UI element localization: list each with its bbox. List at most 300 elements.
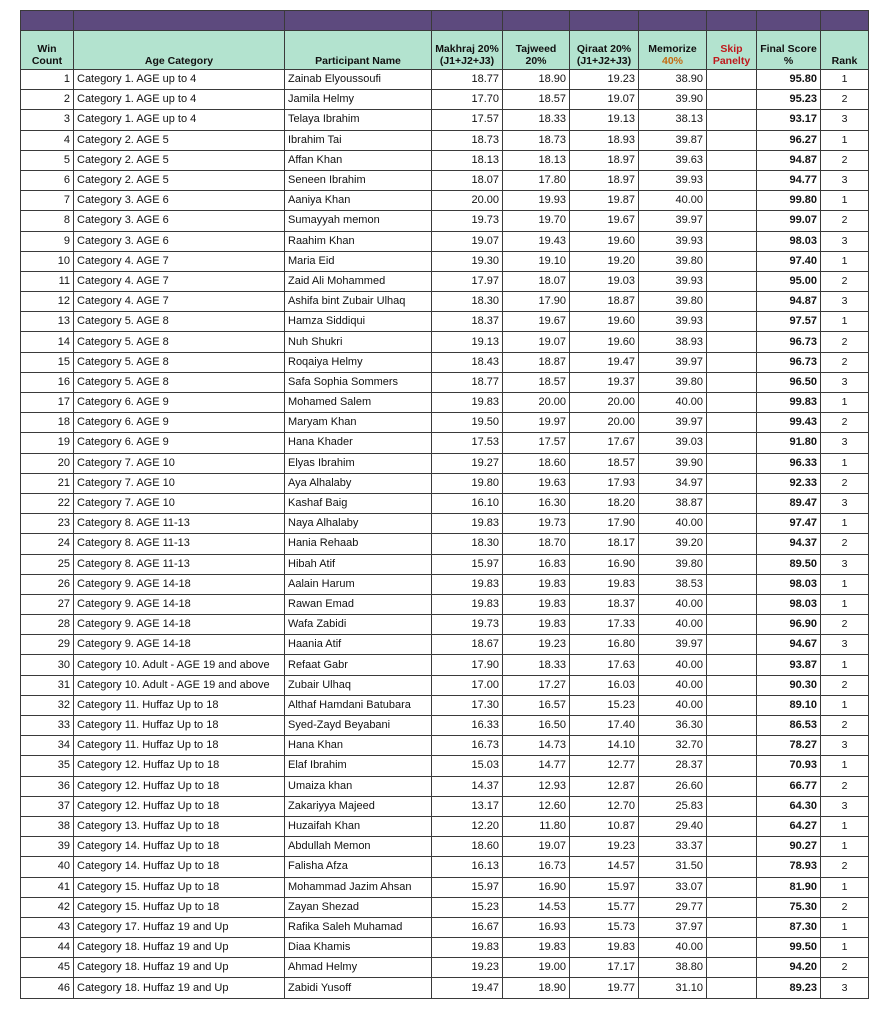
participant-name-cell[interactable]: Aaniya Khan [285,191,432,211]
age-category-cell[interactable]: Category 14. Huffaz Up to 18 [74,857,285,877]
memorize-cell[interactable]: 39.97 [639,635,707,655]
tajweed-cell[interactable]: 19.07 [503,837,570,857]
tajweed-cell[interactable]: 19.83 [503,615,570,635]
final-score-cell[interactable]: 99.80 [757,191,821,211]
tajweed-cell[interactable]: 19.83 [503,938,570,958]
skip-penalty-cell[interactable] [707,393,757,413]
final-score-cell[interactable]: 93.17 [757,110,821,130]
qiraat-cell[interactable]: 18.57 [570,453,639,473]
tajweed-cell[interactable]: 19.23 [503,635,570,655]
tajweed-cell[interactable]: 19.43 [503,231,570,251]
final-score-cell[interactable]: 78.93 [757,857,821,877]
memorize-cell[interactable]: 26.60 [639,776,707,796]
age-category-cell[interactable]: Category 4. AGE 7 [74,292,285,312]
rank-cell[interactable]: 3 [821,796,869,816]
qiraat-cell[interactable]: 17.40 [570,716,639,736]
participant-name-cell[interactable]: Maria Eid [285,251,432,271]
skip-penalty-cell[interactable] [707,231,757,251]
makhraj-cell[interactable]: 12.20 [432,816,503,836]
rank-cell[interactable]: 2 [821,897,869,917]
skip-penalty-cell[interactable] [707,594,757,614]
tajweed-cell[interactable]: 19.67 [503,312,570,332]
memorize-cell[interactable]: 38.13 [639,110,707,130]
win-count-cell[interactable]: 23 [21,514,74,534]
skip-penalty-cell[interactable] [707,655,757,675]
tajweed-cell[interactable]: 18.60 [503,453,570,473]
age-category-cell[interactable]: Category 13. Huffaz Up to 18 [74,816,285,836]
final-score-cell[interactable]: 94.87 [757,150,821,170]
qiraat-cell[interactable]: 18.87 [570,292,639,312]
makhraj-cell[interactable]: 19.83 [432,393,503,413]
participant-name-cell[interactable]: Affan Khan [285,150,432,170]
participant-name-cell[interactable]: Aalain Harum [285,574,432,594]
memorize-cell[interactable]: 38.53 [639,574,707,594]
rank-cell[interactable]: 2 [821,615,869,635]
header-age-category[interactable]: Age Category [74,31,285,70]
age-category-cell[interactable]: Category 10. Adult - AGE 19 and above [74,655,285,675]
memorize-cell[interactable]: 40.00 [639,675,707,695]
tajweed-cell[interactable]: 20.00 [503,393,570,413]
participant-name-cell[interactable]: Safa Sophia Sommers [285,372,432,392]
final-score-cell[interactable]: 81.90 [757,877,821,897]
win-count-cell[interactable]: 35 [21,756,74,776]
tajweed-cell[interactable]: 12.93 [503,776,570,796]
rank-cell[interactable]: 3 [821,170,869,190]
skip-penalty-cell[interactable] [707,312,757,332]
age-category-cell[interactable]: Category 18. Huffaz 19 and Up [74,938,285,958]
rank-cell[interactable]: 2 [821,352,869,372]
skip-penalty-cell[interactable] [707,716,757,736]
final-score-cell[interactable]: 87.30 [757,917,821,937]
makhraj-cell[interactable]: 19.83 [432,594,503,614]
rank-cell[interactable]: 2 [821,90,869,110]
age-category-cell[interactable]: Category 5. AGE 8 [74,332,285,352]
memorize-cell[interactable]: 39.97 [639,211,707,231]
rank-cell[interactable]: 3 [821,433,869,453]
final-score-cell[interactable]: 98.03 [757,231,821,251]
makhraj-cell[interactable]: 19.73 [432,211,503,231]
rank-cell[interactable]: 2 [821,332,869,352]
final-score-cell[interactable]: 94.87 [757,292,821,312]
qiraat-cell[interactable]: 17.67 [570,433,639,453]
tajweed-cell[interactable]: 17.57 [503,433,570,453]
makhraj-cell[interactable]: 17.53 [432,433,503,453]
age-category-cell[interactable]: Category 4. AGE 7 [74,271,285,291]
makhraj-cell[interactable]: 15.23 [432,897,503,917]
tajweed-cell[interactable]: 18.13 [503,150,570,170]
memorize-cell[interactable]: 40.00 [639,938,707,958]
participant-name-cell[interactable]: Naya Alhalaby [285,514,432,534]
age-category-cell[interactable]: Category 11. Huffaz Up to 18 [74,736,285,756]
participant-name-cell[interactable]: Syed-Zayd Beyabani [285,716,432,736]
final-score-cell[interactable]: 78.27 [757,736,821,756]
makhraj-cell[interactable]: 19.83 [432,938,503,958]
skip-penalty-cell[interactable] [707,150,757,170]
final-score-cell[interactable]: 90.27 [757,837,821,857]
makhraj-cell[interactable]: 19.73 [432,615,503,635]
makhraj-cell[interactable]: 19.23 [432,958,503,978]
final-score-cell[interactable]: 96.50 [757,372,821,392]
makhraj-cell[interactable]: 19.07 [432,231,503,251]
age-category-cell[interactable]: Category 5. AGE 8 [74,372,285,392]
qiraat-cell[interactable]: 12.77 [570,756,639,776]
tajweed-cell[interactable]: 19.83 [503,594,570,614]
memorize-cell[interactable]: 39.80 [639,554,707,574]
memorize-cell[interactable]: 29.77 [639,897,707,917]
participant-name-cell[interactable]: Hana Khan [285,736,432,756]
memorize-cell[interactable]: 39.03 [639,433,707,453]
memorize-cell[interactable]: 39.93 [639,271,707,291]
participant-name-cell[interactable]: Rawan Emad [285,594,432,614]
win-count-cell[interactable]: 11 [21,271,74,291]
qiraat-cell[interactable]: 12.70 [570,796,639,816]
win-count-cell[interactable]: 7 [21,191,74,211]
makhraj-cell[interactable]: 19.27 [432,453,503,473]
memorize-cell[interactable]: 37.97 [639,917,707,937]
qiraat-cell[interactable]: 19.83 [570,574,639,594]
skip-penalty-cell[interactable] [707,675,757,695]
header-memorize[interactable]: Memorize 40% [639,31,707,70]
skip-penalty-cell[interactable] [707,978,757,998]
final-score-cell[interactable]: 99.50 [757,938,821,958]
participant-name-cell[interactable]: Raahim Khan [285,231,432,251]
win-count-cell[interactable]: 37 [21,796,74,816]
qiraat-cell[interactable]: 19.60 [570,332,639,352]
participant-name-cell[interactable]: Maryam Khan [285,413,432,433]
rank-cell[interactable]: 1 [821,816,869,836]
tajweed-cell[interactable]: 19.83 [503,574,570,594]
makhraj-cell[interactable]: 17.30 [432,695,503,715]
makhraj-cell[interactable]: 18.77 [432,372,503,392]
rank-cell[interactable]: 1 [821,877,869,897]
participant-name-cell[interactable]: Haania Atif [285,635,432,655]
memorize-cell[interactable]: 40.00 [639,615,707,635]
final-score-cell[interactable]: 94.20 [757,958,821,978]
rank-cell[interactable]: 3 [821,635,869,655]
makhraj-cell[interactable]: 18.13 [432,150,503,170]
rank-cell[interactable]: 1 [821,514,869,534]
participant-name-cell[interactable]: Zabidi Yusoff [285,978,432,998]
qiraat-cell[interactable]: 19.03 [570,271,639,291]
tajweed-cell[interactable]: 18.87 [503,352,570,372]
win-count-cell[interactable]: 34 [21,736,74,756]
qiraat-cell[interactable]: 10.87 [570,816,639,836]
makhraj-cell[interactable]: 18.67 [432,635,503,655]
participant-name-cell[interactable]: Rafika Saleh Muhamad [285,917,432,937]
skip-penalty-cell[interactable] [707,413,757,433]
qiraat-cell[interactable]: 19.13 [570,110,639,130]
memorize-cell[interactable]: 40.00 [639,655,707,675]
qiraat-cell[interactable]: 15.97 [570,877,639,897]
win-count-cell[interactable]: 13 [21,312,74,332]
win-count-cell[interactable]: 9 [21,231,74,251]
skip-penalty-cell[interactable] [707,271,757,291]
skip-penalty-cell[interactable] [707,574,757,594]
participant-name-cell[interactable]: Telaya Ibrahim [285,110,432,130]
skip-penalty-cell[interactable] [707,917,757,937]
qiraat-cell[interactable]: 17.17 [570,958,639,978]
skip-penalty-cell[interactable] [707,170,757,190]
participant-name-cell[interactable]: Roqaiya Helmy [285,352,432,372]
header-makhraj[interactable]: Makhraj 20% (J1+J2+J3) [432,31,503,70]
memorize-cell[interactable]: 39.80 [639,292,707,312]
participant-name-cell[interactable]: Wafa Zabidi [285,615,432,635]
final-score-cell[interactable]: 94.37 [757,534,821,554]
skip-penalty-cell[interactable] [707,736,757,756]
rank-cell[interactable]: 1 [821,251,869,271]
skip-penalty-cell[interactable] [707,372,757,392]
qiraat-cell[interactable]: 18.93 [570,130,639,150]
win-count-cell[interactable]: 10 [21,251,74,271]
age-category-cell[interactable]: Category 9. AGE 14-18 [74,594,285,614]
memorize-cell[interactable]: 39.93 [639,312,707,332]
final-score-cell[interactable]: 99.83 [757,393,821,413]
participant-name-cell[interactable]: Refaat Gabr [285,655,432,675]
age-category-cell[interactable]: Category 3. AGE 6 [74,231,285,251]
header-qiraat[interactable]: Qiraat 20% (J1+J2+J3) [570,31,639,70]
age-category-cell[interactable]: Category 7. AGE 10 [74,493,285,513]
age-category-cell[interactable]: Category 1. AGE up to 4 [74,90,285,110]
win-count-cell[interactable]: 42 [21,897,74,917]
skip-penalty-cell[interactable] [707,191,757,211]
rank-cell[interactable]: 3 [821,736,869,756]
win-count-cell[interactable]: 22 [21,493,74,513]
skip-penalty-cell[interactable] [707,938,757,958]
skip-penalty-cell[interactable] [707,211,757,231]
win-count-cell[interactable]: 1 [21,70,74,90]
final-score-cell[interactable]: 97.47 [757,514,821,534]
skip-penalty-cell[interactable] [707,70,757,90]
qiraat-cell[interactable]: 15.73 [570,917,639,937]
tajweed-cell[interactable]: 19.63 [503,473,570,493]
memorize-cell[interactable]: 40.00 [639,514,707,534]
rank-cell[interactable]: 1 [821,594,869,614]
final-score-cell[interactable]: 93.87 [757,655,821,675]
participant-name-cell[interactable]: Elyas Ibrahim [285,453,432,473]
rank-cell[interactable]: 1 [821,655,869,675]
memorize-cell[interactable]: 40.00 [639,695,707,715]
participant-name-cell[interactable]: Elaf Ibrahim [285,756,432,776]
win-count-cell[interactable]: 19 [21,433,74,453]
skip-penalty-cell[interactable] [707,877,757,897]
final-score-cell[interactable]: 89.10 [757,695,821,715]
win-count-cell[interactable]: 24 [21,534,74,554]
win-count-cell[interactable]: 46 [21,978,74,998]
qiraat-cell[interactable]: 16.80 [570,635,639,655]
skip-penalty-cell[interactable] [707,897,757,917]
makhraj-cell[interactable]: 18.60 [432,837,503,857]
tajweed-cell[interactable]: 19.07 [503,332,570,352]
memorize-cell[interactable]: 40.00 [639,191,707,211]
rank-cell[interactable]: 3 [821,292,869,312]
makhraj-cell[interactable]: 19.50 [432,413,503,433]
final-score-cell[interactable]: 97.57 [757,312,821,332]
age-category-cell[interactable]: Category 14. Huffaz Up to 18 [74,837,285,857]
participant-name-cell[interactable]: Zaid Ali Mohammed [285,271,432,291]
skip-penalty-cell[interactable] [707,473,757,493]
makhraj-cell[interactable]: 18.30 [432,534,503,554]
makhraj-cell[interactable]: 19.13 [432,332,503,352]
rank-cell[interactable]: 2 [821,675,869,695]
final-score-cell[interactable]: 96.73 [757,352,821,372]
makhraj-cell[interactable]: 16.33 [432,716,503,736]
win-count-cell[interactable]: 25 [21,554,74,574]
qiraat-cell[interactable]: 15.77 [570,897,639,917]
participant-name-cell[interactable]: Ibrahim Tai [285,130,432,150]
tajweed-cell[interactable]: 18.07 [503,271,570,291]
qiraat-cell[interactable]: 19.07 [570,90,639,110]
makhraj-cell[interactable]: 17.90 [432,655,503,675]
rank-cell[interactable]: 2 [821,211,869,231]
header-skip-penalty[interactable]: Skip Panelty [707,31,757,70]
final-score-cell[interactable]: 75.30 [757,897,821,917]
qiraat-cell[interactable]: 18.17 [570,534,639,554]
qiraat-cell[interactable]: 17.93 [570,473,639,493]
win-count-cell[interactable]: 17 [21,393,74,413]
age-category-cell[interactable]: Category 2. AGE 5 [74,170,285,190]
tajweed-cell[interactable]: 16.83 [503,554,570,574]
win-count-cell[interactable]: 26 [21,574,74,594]
age-category-cell[interactable]: Category 8. AGE 11-13 [74,534,285,554]
rank-cell[interactable]: 1 [821,756,869,776]
age-category-cell[interactable]: Category 2. AGE 5 [74,150,285,170]
win-count-cell[interactable]: 31 [21,675,74,695]
qiraat-cell[interactable]: 15.23 [570,695,639,715]
final-score-cell[interactable]: 64.27 [757,816,821,836]
makhraj-cell[interactable]: 15.97 [432,554,503,574]
qiraat-cell[interactable]: 19.20 [570,251,639,271]
header-win-count[interactable]: Win Count [21,31,74,70]
tajweed-cell[interactable]: 19.93 [503,191,570,211]
makhraj-cell[interactable]: 16.13 [432,857,503,877]
win-count-cell[interactable]: 8 [21,211,74,231]
age-category-cell[interactable]: Category 6. AGE 9 [74,433,285,453]
tajweed-cell[interactable]: 17.80 [503,170,570,190]
rank-cell[interactable]: 1 [821,130,869,150]
qiraat-cell[interactable]: 12.87 [570,776,639,796]
tajweed-cell[interactable]: 18.57 [503,372,570,392]
win-count-cell[interactable]: 29 [21,635,74,655]
memorize-cell[interactable]: 25.83 [639,796,707,816]
skip-penalty-cell[interactable] [707,796,757,816]
win-count-cell[interactable]: 2 [21,90,74,110]
age-category-cell[interactable]: Category 15. Huffaz Up to 18 [74,897,285,917]
age-category-cell[interactable]: Category 18. Huffaz 19 and Up [74,978,285,998]
qiraat-cell[interactable]: 19.47 [570,352,639,372]
tajweed-cell[interactable]: 19.70 [503,211,570,231]
memorize-cell[interactable]: 39.90 [639,90,707,110]
age-category-cell[interactable]: Category 18. Huffaz 19 and Up [74,958,285,978]
win-count-cell[interactable]: 38 [21,816,74,836]
skip-penalty-cell[interactable] [707,534,757,554]
qiraat-cell[interactable]: 19.37 [570,372,639,392]
makhraj-cell[interactable]: 19.83 [432,514,503,534]
participant-name-cell[interactable]: Hania Rehaab [285,534,432,554]
win-count-cell[interactable]: 45 [21,958,74,978]
rank-cell[interactable]: 2 [821,958,869,978]
final-score-cell[interactable]: 89.47 [757,493,821,513]
makhraj-cell[interactable]: 19.30 [432,251,503,271]
rank-cell[interactable]: 1 [821,191,869,211]
skip-penalty-cell[interactable] [707,352,757,372]
win-count-cell[interactable]: 30 [21,655,74,675]
rank-cell[interactable]: 2 [821,473,869,493]
final-score-cell[interactable]: 89.50 [757,554,821,574]
rank-cell[interactable]: 2 [821,534,869,554]
memorize-cell[interactable]: 40.00 [639,393,707,413]
participant-name-cell[interactable]: Abdullah Memon [285,837,432,857]
tajweed-cell[interactable]: 18.90 [503,70,570,90]
age-category-cell[interactable]: Category 12. Huffaz Up to 18 [74,776,285,796]
participant-name-cell[interactable]: Huzaifah Khan [285,816,432,836]
memorize-cell[interactable]: 39.20 [639,534,707,554]
participant-name-cell[interactable]: Sumayyah memon [285,211,432,231]
memorize-cell[interactable]: 39.63 [639,150,707,170]
final-score-cell[interactable]: 66.77 [757,776,821,796]
memorize-cell[interactable]: 39.87 [639,130,707,150]
win-count-cell[interactable]: 43 [21,917,74,937]
tajweed-cell[interactable]: 11.80 [503,816,570,836]
age-category-cell[interactable]: Category 11. Huffaz Up to 18 [74,716,285,736]
qiraat-cell[interactable]: 14.10 [570,736,639,756]
memorize-cell[interactable]: 39.80 [639,251,707,271]
final-score-cell[interactable]: 97.40 [757,251,821,271]
tajweed-cell[interactable]: 16.93 [503,917,570,937]
final-score-cell[interactable]: 99.43 [757,413,821,433]
memorize-cell[interactable]: 33.07 [639,877,707,897]
age-category-cell[interactable]: Category 6. AGE 9 [74,413,285,433]
participant-name-cell[interactable]: Umaiza khan [285,776,432,796]
win-count-cell[interactable]: 4 [21,130,74,150]
makhraj-cell[interactable]: 16.67 [432,917,503,937]
tajweed-cell[interactable]: 17.27 [503,675,570,695]
win-count-cell[interactable]: 3 [21,110,74,130]
participant-name-cell[interactable]: Zayan Shezad [285,897,432,917]
memorize-cell[interactable]: 39.80 [639,372,707,392]
memorize-cell[interactable]: 39.93 [639,170,707,190]
win-count-cell[interactable]: 40 [21,857,74,877]
skip-penalty-cell[interactable] [707,756,757,776]
rank-cell[interactable]: 1 [821,312,869,332]
final-score-cell[interactable]: 95.80 [757,70,821,90]
rank-cell[interactable]: 3 [821,493,869,513]
age-category-cell[interactable]: Category 17. Huffaz 19 and Up [74,917,285,937]
skip-penalty-cell[interactable] [707,453,757,473]
memorize-cell[interactable]: 39.97 [639,352,707,372]
age-category-cell[interactable]: Category 1. AGE up to 4 [74,70,285,90]
makhraj-cell[interactable]: 19.47 [432,978,503,998]
rank-cell[interactable]: 1 [821,453,869,473]
age-category-cell[interactable]: Category 7. AGE 10 [74,453,285,473]
qiraat-cell[interactable]: 19.60 [570,312,639,332]
final-score-cell[interactable]: 95.00 [757,271,821,291]
makhraj-cell[interactable]: 16.10 [432,493,503,513]
participant-name-cell[interactable]: Aya Alhalaby [285,473,432,493]
final-score-cell[interactable]: 89.23 [757,978,821,998]
final-score-cell[interactable]: 70.93 [757,756,821,776]
memorize-cell[interactable]: 31.10 [639,978,707,998]
win-count-cell[interactable]: 44 [21,938,74,958]
win-count-cell[interactable]: 14 [21,332,74,352]
rank-cell[interactable]: 2 [821,716,869,736]
tajweed-cell[interactable]: 16.50 [503,716,570,736]
tajweed-cell[interactable]: 18.57 [503,90,570,110]
skip-penalty-cell[interactable] [707,332,757,352]
participant-name-cell[interactable]: Hibah Atif [285,554,432,574]
tajweed-cell[interactable]: 18.33 [503,655,570,675]
participant-name-cell[interactable]: Hana Khader [285,433,432,453]
tajweed-cell[interactable]: 18.33 [503,110,570,130]
